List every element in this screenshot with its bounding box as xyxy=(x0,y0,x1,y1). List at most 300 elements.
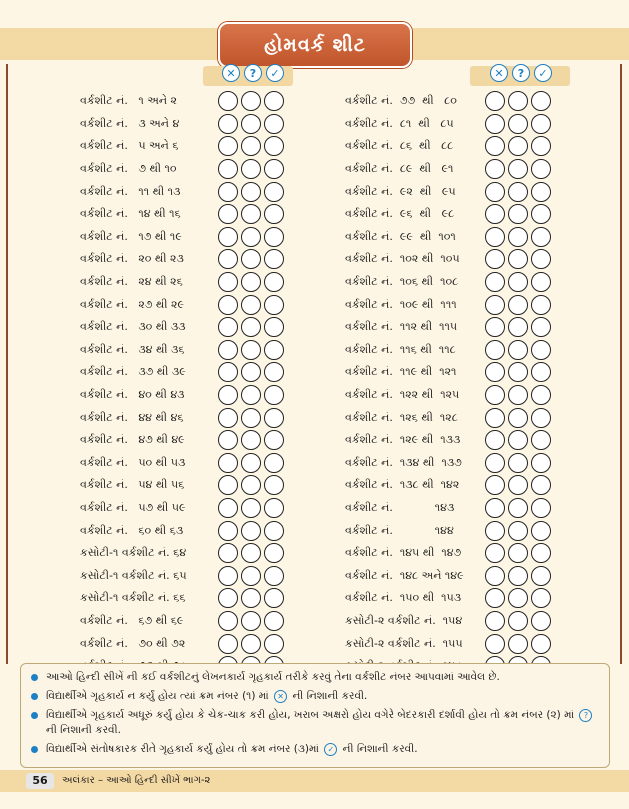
not-done-checkbox[interactable] xyxy=(485,159,505,179)
not-done-checkbox[interactable] xyxy=(485,182,505,202)
worksheet-label: વર્કશીટ નં. ૧૭ થી ૧૯ xyxy=(80,229,182,243)
status-checkboxes xyxy=(218,340,284,360)
worksheet-row xyxy=(320,135,551,158)
question-icon: ? xyxy=(579,709,592,722)
status-checkboxes xyxy=(485,611,551,631)
done-checkbox[interactable] xyxy=(264,430,284,450)
status-checkboxes xyxy=(485,340,551,360)
worksheet-row xyxy=(320,158,551,181)
incomplete-checkbox[interactable] xyxy=(508,588,528,608)
status-checkboxes xyxy=(485,204,551,224)
incomplete-checkbox[interactable] xyxy=(241,430,261,450)
worksheet-label: વર્કશીટ નં. ૫૦ થી ૫૩ xyxy=(80,455,186,469)
worksheet-label: વર્કશીટ નં. ૫ અને ૬ xyxy=(80,139,179,153)
worksheet-label: વર્કશીટ નં. ૫૪ થી ૫૬ xyxy=(80,478,185,492)
worksheet-label: વર્કશીટ નં. ૭૦ થી ૭૨ xyxy=(80,636,186,650)
done-checkbox[interactable] xyxy=(531,408,551,428)
worksheet-row xyxy=(18,632,284,655)
incomplete-checkbox[interactable] xyxy=(241,498,261,518)
worksheet-row xyxy=(320,293,551,316)
status-checkboxes xyxy=(218,521,284,541)
not-done-checkbox[interactable] xyxy=(218,588,238,608)
done-checkbox[interactable] xyxy=(531,362,551,382)
incomplete-checkbox[interactable] xyxy=(241,408,261,428)
cross-icon: ✕ xyxy=(274,690,287,703)
question-icon: ? xyxy=(244,64,262,82)
bullet-icon xyxy=(31,674,38,681)
status-checkboxes xyxy=(218,159,284,179)
incomplete-checkbox[interactable] xyxy=(241,362,261,382)
status-checkboxes xyxy=(218,91,284,111)
worksheet-row xyxy=(320,542,551,565)
incomplete-checkbox[interactable] xyxy=(241,453,261,473)
incomplete-checkbox[interactable] xyxy=(508,272,528,292)
done-checkbox[interactable] xyxy=(264,272,284,292)
done-checkbox[interactable] xyxy=(264,317,284,337)
incomplete-checkbox[interactable] xyxy=(241,227,261,247)
left-header-icons xyxy=(222,64,284,82)
worksheet-row xyxy=(320,474,551,497)
not-done-checkbox[interactable] xyxy=(485,588,505,608)
done-checkbox[interactable] xyxy=(531,634,551,654)
done-checkbox[interactable] xyxy=(531,385,551,405)
not-done-checkbox[interactable] xyxy=(485,340,505,360)
not-done-checkbox[interactable] xyxy=(218,91,238,111)
status-checkboxes xyxy=(218,362,284,382)
not-done-checkbox[interactable] xyxy=(485,204,505,224)
worksheet-label: વર્કશીટ નં. ૪૪ થી ૪૬ xyxy=(80,410,184,424)
worksheet-row xyxy=(320,203,551,226)
done-checkbox[interactable] xyxy=(264,521,284,541)
incomplete-checkbox[interactable] xyxy=(508,634,528,654)
incomplete-checkbox[interactable] xyxy=(508,249,528,269)
done-checkbox[interactable] xyxy=(531,182,551,202)
done-checkbox[interactable] xyxy=(531,521,551,541)
done-checkbox[interactable] xyxy=(264,498,284,518)
incomplete-checkbox[interactable] xyxy=(241,136,261,156)
done-checkbox[interactable] xyxy=(531,317,551,337)
worksheet-label: વર્કશીટ નં. ૧૨૨ થી ૧૨૫ xyxy=(345,388,460,402)
not-done-checkbox[interactable] xyxy=(218,362,238,382)
incomplete-checkbox[interactable] xyxy=(508,340,528,360)
right-rows xyxy=(320,90,551,677)
worksheet-label: વર્કશીટ નં. ૧૧૬ થી ૧૧૮ xyxy=(345,342,456,356)
note-text: વિદ્યાર્થીએ સંતોષકારક રીતે ગૃહકાર્ય કર્યું હોય તો ક્રમ નંબર (૩)માં ✓ ની નિશાની કરવી. xyxy=(46,743,418,755)
done-checkbox[interactable] xyxy=(531,498,551,518)
status-checkboxes xyxy=(485,317,551,337)
done-checkbox[interactable] xyxy=(531,114,551,134)
done-checkbox[interactable] xyxy=(264,91,284,111)
worksheet-row xyxy=(18,519,284,542)
done-checkbox[interactable] xyxy=(531,588,551,608)
worksheet-row xyxy=(320,429,551,452)
incomplete-checkbox[interactable] xyxy=(508,182,528,202)
incomplete-checkbox[interactable] xyxy=(241,204,261,224)
status-checkboxes xyxy=(485,498,551,518)
done-checkbox[interactable] xyxy=(264,114,284,134)
worksheet-label: વર્કશીટ નં. ૯૯ થી ૧૦૧ xyxy=(345,229,456,243)
worksheet-row xyxy=(18,564,284,587)
worksheet-label: વર્કશીટ નં. ૨૭ થી ૨૯ xyxy=(80,297,184,311)
done-checkbox[interactable] xyxy=(531,543,551,563)
incomplete-checkbox[interactable] xyxy=(241,543,261,563)
worksheet-label: વર્કશીટ નં. ૧૩૮ થી ૧૪૨ xyxy=(345,478,460,492)
not-done-checkbox[interactable] xyxy=(485,611,505,631)
worksheet-label: વર્કશીટ નં. ૩૭ થી ૩૯ xyxy=(80,365,186,379)
done-checkbox[interactable] xyxy=(264,475,284,495)
incomplete-checkbox[interactable] xyxy=(241,521,261,541)
done-checkbox[interactable] xyxy=(531,340,551,360)
worksheet-row xyxy=(18,610,284,633)
worksheet-row xyxy=(18,226,284,249)
not-done-checkbox[interactable] xyxy=(218,159,238,179)
not-done-checkbox[interactable] xyxy=(218,453,238,473)
bullet-icon xyxy=(31,693,38,700)
worksheet-row xyxy=(320,339,551,362)
done-checkbox[interactable] xyxy=(531,159,551,179)
incomplete-checkbox[interactable] xyxy=(508,408,528,428)
status-checkboxes xyxy=(485,588,551,608)
not-done-checkbox[interactable] xyxy=(485,227,505,247)
status-checkboxes xyxy=(218,204,284,224)
not-done-checkbox[interactable] xyxy=(485,543,505,563)
check-icon: ✓ xyxy=(266,64,284,82)
worksheet-row xyxy=(320,271,551,294)
not-done-checkbox[interactable] xyxy=(485,295,505,315)
not-done-checkbox[interactable] xyxy=(218,521,238,541)
status-checkboxes xyxy=(485,543,551,563)
done-checkbox[interactable] xyxy=(264,159,284,179)
worksheet-row xyxy=(18,474,284,497)
worksheet-row xyxy=(18,158,284,181)
check-icon: ✓ xyxy=(534,64,552,82)
status-checkboxes xyxy=(218,182,284,202)
status-checkboxes xyxy=(485,136,551,156)
not-done-checkbox[interactable] xyxy=(218,317,238,337)
worksheet-row xyxy=(18,497,284,520)
worksheet-row xyxy=(320,113,551,136)
incomplete-checkbox[interactable] xyxy=(241,475,261,495)
not-done-checkbox[interactable] xyxy=(218,408,238,428)
status-checkboxes xyxy=(485,114,551,134)
worksheet-label: વર્કશીટ નં. ૧૩૪ થી ૧૩૭ xyxy=(345,455,462,469)
worksheet-row xyxy=(18,271,284,294)
worksheet-label: વર્કશીટ નં. ૮૯ થી ૯૧ xyxy=(345,162,454,176)
worksheet-row xyxy=(18,339,284,362)
incomplete-checkbox[interactable] xyxy=(241,340,261,360)
status-checkboxes xyxy=(218,543,284,563)
done-checkbox[interactable] xyxy=(531,204,551,224)
incomplete-checkbox[interactable] xyxy=(508,91,528,111)
worksheet-row xyxy=(320,632,551,655)
left-border-line xyxy=(6,64,8,664)
incomplete-checkbox[interactable] xyxy=(241,182,261,202)
note-text: આઓ હિન્દી સીખેં ની કઈ વર્કશીટનું લેખનકાર્ય ગૃહકાર્ય તરીકે કરવું તેના વર્કશીટ નંબર આપવામાં આવેલ છે. xyxy=(46,671,500,683)
incomplete-checkbox[interactable] xyxy=(508,317,528,337)
worksheet-label: વર્કશીટ નં. ૧૪૮ અને ૧૪૯ xyxy=(345,568,464,582)
worksheet-row xyxy=(18,429,284,452)
worksheet-label: કસોટી-૧ વર્કશીટ નં. ૬૪ xyxy=(80,546,187,560)
incomplete-checkbox[interactable] xyxy=(508,521,528,541)
done-checkbox[interactable] xyxy=(264,182,284,202)
status-checkboxes xyxy=(218,408,284,428)
status-checkboxes xyxy=(218,588,284,608)
status-checkboxes xyxy=(485,159,551,179)
cross-icon: ✕ xyxy=(490,64,508,82)
incomplete-checkbox[interactable] xyxy=(241,611,261,631)
done-checkbox[interactable] xyxy=(264,204,284,224)
worksheet-row xyxy=(18,135,284,158)
incomplete-checkbox[interactable] xyxy=(508,498,528,518)
incomplete-checkbox[interactable] xyxy=(508,136,528,156)
worksheet-row xyxy=(18,113,284,136)
not-done-checkbox[interactable] xyxy=(218,498,238,518)
instruction-note xyxy=(31,708,599,738)
not-done-checkbox[interactable] xyxy=(218,475,238,495)
status-checkboxes xyxy=(485,521,551,541)
worksheet-row xyxy=(18,90,284,113)
worksheet-row xyxy=(320,90,551,113)
not-done-checkbox[interactable] xyxy=(218,430,238,450)
right-border-line xyxy=(620,64,622,664)
not-done-checkbox[interactable] xyxy=(485,566,505,586)
worksheet-label: વર્કશીટ નં. ૧૨૬ થી ૧૨૮ xyxy=(345,410,458,424)
status-checkboxes xyxy=(218,249,284,269)
done-checkbox[interactable] xyxy=(264,566,284,586)
worksheet-label: કસોટી-૧ વર્કશીટ નં. ૬૫ xyxy=(80,568,187,582)
right-header-icons xyxy=(490,64,552,82)
status-checkboxes xyxy=(485,566,551,586)
status-checkboxes xyxy=(218,634,284,654)
worksheet-label: વર્કશીટ નં. ૧૦૨ થી ૧૦૫ xyxy=(345,252,460,266)
incomplete-checkbox[interactable] xyxy=(508,453,528,473)
worksheet-row xyxy=(320,406,551,429)
worksheet-row xyxy=(18,406,284,429)
worksheet-label: વર્કશીટ નં. ૩૪ થી ૩૬ xyxy=(80,342,185,356)
not-done-checkbox[interactable] xyxy=(218,272,238,292)
done-checkbox[interactable] xyxy=(264,634,284,654)
status-checkboxes xyxy=(218,498,284,518)
worksheet-row xyxy=(18,180,284,203)
not-done-checkbox[interactable] xyxy=(485,453,505,473)
not-done-checkbox[interactable] xyxy=(218,340,238,360)
worksheet-label: વર્કશીટ નં. ૩ અને ૪ xyxy=(80,116,180,130)
worksheet-row xyxy=(18,248,284,271)
worksheet-row xyxy=(320,248,551,271)
worksheet-row xyxy=(18,452,284,475)
incomplete-checkbox[interactable] xyxy=(241,272,261,292)
question-icon: ? xyxy=(512,64,530,82)
worksheet-row xyxy=(18,316,284,339)
incomplete-checkbox[interactable] xyxy=(508,362,528,382)
done-checkbox[interactable] xyxy=(531,227,551,247)
worksheet-row xyxy=(18,361,284,384)
not-done-checkbox[interactable] xyxy=(218,182,238,202)
incomplete-checkbox[interactable] xyxy=(241,317,261,337)
status-checkboxes xyxy=(485,475,551,495)
done-checkbox[interactable] xyxy=(264,136,284,156)
status-checkboxes xyxy=(485,634,551,654)
not-done-checkbox[interactable] xyxy=(218,385,238,405)
incomplete-checkbox[interactable] xyxy=(241,295,261,315)
done-checkbox[interactable] xyxy=(531,475,551,495)
done-checkbox[interactable] xyxy=(264,408,284,428)
incomplete-checkbox[interactable] xyxy=(241,91,261,111)
page-number: 56 xyxy=(26,773,54,789)
done-checkbox[interactable] xyxy=(531,611,551,631)
worksheet-label: વર્કશીટ નં. ૯૨ થી ૯૫ xyxy=(345,184,456,198)
status-checkboxes xyxy=(485,182,551,202)
status-checkboxes xyxy=(218,317,284,337)
worksheet-row xyxy=(18,203,284,226)
incomplete-checkbox[interactable] xyxy=(508,159,528,179)
incomplete-checkbox[interactable] xyxy=(241,385,261,405)
status-checkboxes xyxy=(218,295,284,315)
status-checkboxes xyxy=(485,385,551,405)
instruction-note xyxy=(31,670,599,685)
done-checkbox[interactable] xyxy=(531,453,551,473)
worksheet-label: વર્કશીટ નં. ૧૧૯ થી ૧૨૧ xyxy=(345,365,457,379)
not-done-checkbox[interactable] xyxy=(485,272,505,292)
incomplete-checkbox[interactable] xyxy=(241,566,261,586)
incomplete-checkbox[interactable] xyxy=(508,566,528,586)
worksheet-row xyxy=(320,610,551,633)
done-checkbox[interactable] xyxy=(531,91,551,111)
worksheet-row xyxy=(320,226,551,249)
worksheet-label: વર્કશીટ નં. ૨૪ થી ૨૬ xyxy=(80,275,183,289)
not-done-checkbox[interactable] xyxy=(485,475,505,495)
not-done-checkbox[interactable] xyxy=(485,634,505,654)
note-text: વિદ્યાર્થીએ ગૃહકાર્ય અધૂરું કર્યું હોય કે ચેક-ચાક કરી હોય, ખરાબ અક્ષરો હોય વગેરે બેદરકારી દર્શાવી હોય તો ક્રમ નંબર (૨) માં ? ની નિશાની કરવી. xyxy=(46,708,599,738)
instruction-note xyxy=(31,742,599,757)
done-checkbox[interactable] xyxy=(264,543,284,563)
worksheet-row xyxy=(320,316,551,339)
done-checkbox[interactable] xyxy=(264,227,284,247)
done-checkbox[interactable] xyxy=(531,295,551,315)
incomplete-checkbox[interactable] xyxy=(508,227,528,247)
not-done-checkbox[interactable] xyxy=(485,385,505,405)
status-checkboxes xyxy=(485,430,551,450)
incomplete-checkbox[interactable] xyxy=(508,430,528,450)
done-checkbox[interactable] xyxy=(531,136,551,156)
done-checkbox[interactable] xyxy=(264,453,284,473)
status-checkboxes xyxy=(485,249,551,269)
done-checkbox[interactable] xyxy=(264,385,284,405)
worksheet-label: વર્કશીટ નં. ૧૨૯ થી ૧૩૩ xyxy=(345,433,461,447)
not-done-checkbox[interactable] xyxy=(218,136,238,156)
worksheet-label: વર્કશીટ નં. ૧૫૦ થી ૧૫૩ xyxy=(345,591,462,605)
done-checkbox[interactable] xyxy=(531,249,551,269)
left-rows xyxy=(18,90,284,677)
not-done-checkbox[interactable] xyxy=(218,295,238,315)
done-checkbox[interactable] xyxy=(264,611,284,631)
done-checkbox[interactable] xyxy=(264,588,284,608)
incomplete-checkbox[interactable] xyxy=(508,295,528,315)
not-done-checkbox[interactable] xyxy=(485,114,505,134)
incomplete-checkbox[interactable] xyxy=(508,611,528,631)
worksheet-row xyxy=(18,587,284,610)
status-checkboxes xyxy=(218,611,284,631)
worksheet-label: વર્કશીટ નં. ૮૬ થી ૮૮ xyxy=(345,139,454,153)
worksheet-label: વર્કશીટ નં. ૫૭ થી ૫૯ xyxy=(80,500,186,514)
incomplete-checkbox[interactable] xyxy=(241,634,261,654)
worksheet-row xyxy=(18,293,284,316)
incomplete-checkbox[interactable] xyxy=(508,385,528,405)
incomplete-checkbox[interactable] xyxy=(241,114,261,134)
worksheet-label: વર્કશીટ નં. ૯૬ થી ૯૮ xyxy=(345,207,455,221)
done-checkbox[interactable] xyxy=(264,362,284,382)
worksheet-label: વર્કશીટ નં. ૪૦ થી ૪૩ xyxy=(80,388,185,402)
worksheet-label: વર્કશીટ નં. ૧૪૫ થી ૧૪૭ xyxy=(345,546,462,560)
footer-title: અલંકાર – આઓ હિન્દી સીખેં ભાગ-૨ xyxy=(62,775,211,786)
worksheet-label: વર્કશીટ નં. ૧ અને ૨ xyxy=(80,94,177,108)
not-done-checkbox[interactable] xyxy=(485,521,505,541)
status-checkboxes xyxy=(485,295,551,315)
not-done-checkbox[interactable] xyxy=(485,91,505,111)
worksheet-row xyxy=(320,384,551,407)
not-done-checkbox[interactable] xyxy=(485,430,505,450)
status-checkboxes xyxy=(485,272,551,292)
not-done-checkbox[interactable] xyxy=(218,566,238,586)
done-checkbox[interactable] xyxy=(531,566,551,586)
worksheet-label: વર્કશીટ નં. ૧૪ થી ૧૬ xyxy=(80,207,181,221)
not-done-checkbox[interactable] xyxy=(218,543,238,563)
done-checkbox[interactable] xyxy=(264,249,284,269)
worksheet-row xyxy=(320,361,551,384)
not-done-checkbox[interactable] xyxy=(218,204,238,224)
status-checkboxes xyxy=(218,227,284,247)
status-checkboxes xyxy=(218,430,284,450)
status-checkboxes xyxy=(218,136,284,156)
done-checkbox[interactable] xyxy=(264,295,284,315)
incomplete-checkbox[interactable] xyxy=(508,543,528,563)
incomplete-checkbox[interactable] xyxy=(241,159,261,179)
bullet-icon xyxy=(31,746,38,753)
status-checkboxes xyxy=(218,272,284,292)
done-checkbox[interactable] xyxy=(531,430,551,450)
not-done-checkbox[interactable] xyxy=(218,114,238,134)
check-icon: ✓ xyxy=(324,743,337,756)
incomplete-checkbox[interactable] xyxy=(508,114,528,134)
instruction-note xyxy=(31,689,599,704)
worksheet-row xyxy=(18,384,284,407)
status-checkboxes xyxy=(218,566,284,586)
done-checkbox[interactable] xyxy=(531,272,551,292)
not-done-checkbox[interactable] xyxy=(218,611,238,631)
not-done-checkbox[interactable] xyxy=(485,249,505,269)
not-done-checkbox[interactable] xyxy=(218,249,238,269)
cross-icon: ✕ xyxy=(222,64,240,82)
incomplete-checkbox[interactable] xyxy=(508,475,528,495)
incomplete-checkbox[interactable] xyxy=(241,249,261,269)
not-done-checkbox[interactable] xyxy=(218,634,238,654)
not-done-checkbox[interactable] xyxy=(485,408,505,428)
incomplete-checkbox[interactable] xyxy=(241,588,261,608)
not-done-checkbox[interactable] xyxy=(485,317,505,337)
status-checkboxes xyxy=(485,453,551,473)
done-checkbox[interactable] xyxy=(264,340,284,360)
status-checkboxes xyxy=(485,362,551,382)
status-checkboxes xyxy=(485,227,551,247)
not-done-checkbox[interactable] xyxy=(485,136,505,156)
not-done-checkbox[interactable] xyxy=(485,362,505,382)
not-done-checkbox[interactable] xyxy=(218,227,238,247)
status-checkboxes xyxy=(485,91,551,111)
not-done-checkbox[interactable] xyxy=(485,498,505,518)
worksheet-label: વર્કશીટ નં. ૧૦૬ થી ૧૦૮ xyxy=(345,275,459,289)
note-text: વિદ્યાર્થીએ ગૃહકાર્ય ન કર્યું હોય ત્યાં ક્રમ નંબર (૧) માં ✕ ની નિશાની કરવી. xyxy=(46,690,368,702)
incomplete-checkbox[interactable] xyxy=(508,204,528,224)
